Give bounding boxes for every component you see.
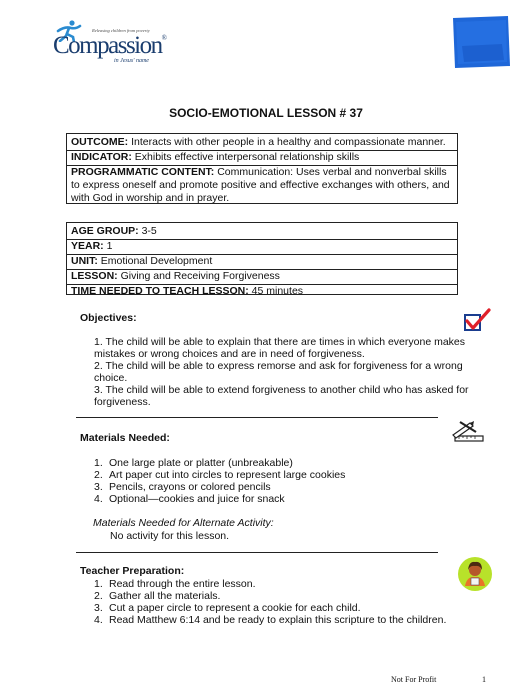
objective-item: 1. The child will be able to explain that there are times in which everyone makes mistakes or wrong choices and are in need of forgiveness. <box>94 336 466 360</box>
materials-title: Materials Needed: <box>80 432 170 444</box>
logo-tagline: Releasing children from poverty <box>92 28 150 33</box>
list-item: 1. Read through the entire lesson. <box>94 578 256 590</box>
footer-label: Not For Profit <box>391 675 437 684</box>
list-item: 4. Read Matthew 6:14 and be ready to explain this scripture to the children. <box>94 614 447 626</box>
outcome-row: OUTCOME: Interacts with other people in a healthy and compassionate manner. <box>67 136 457 151</box>
page-number: 1 <box>482 675 486 684</box>
section-divider <box>76 552 438 553</box>
alternate-materials-text: No activity for this lesson. <box>110 530 230 542</box>
list-item: 3. Pencils, crayons or colored pencils <box>94 481 271 493</box>
logo-wordmark: Compassion® <box>53 32 167 59</box>
logo-subtitle: in Jesus' name <box>114 58 149 64</box>
teacher-prep-list <box>94 578 464 626</box>
page-title: SOCIO-EMOTIONAL LESSON # 37 <box>169 106 363 120</box>
checkbox-check-icon <box>463 308 491 332</box>
pencil-ruler-icon <box>450 420 486 444</box>
compassion-logo <box>52 20 167 68</box>
year-row: YEAR: 1 <box>67 240 457 255</box>
list-item: 4. Optional—cookies and juice for snack <box>94 493 285 505</box>
objectives-list <box>94 336 470 408</box>
lesson-info-box <box>66 222 458 295</box>
unit-row: UNIT: Emotional Development <box>67 255 457 270</box>
materials-list <box>94 457 464 505</box>
section-divider <box>76 417 438 418</box>
objective-item: 2. The child will be able to express remorse and ask for forgiveness for a wrong choice. <box>94 360 463 384</box>
objective-item: 3. The child will be able to extend forgiveness to another child who has asked for forgiveness. <box>94 384 469 408</box>
list-item: 2. Gather all the materials. <box>94 590 221 602</box>
content-row: PROGRAMMATIC CONTENT: Communication: Uses verbal and nonverbal skills to express oneself and promote positive and effective exchanges with others, and with God in worship and in prayer. <box>71 166 450 204</box>
objectives-title: Objectives: <box>80 312 137 324</box>
lesson-row: LESSON: Giving and Receiving Forgiveness <box>67 270 457 285</box>
time-row: TIME NEEDED TO TEACH LESSON: 45 minutes <box>71 285 304 297</box>
teacher-prep-title: Teacher Preparation: <box>80 565 185 577</box>
list-item: 2. Art paper cut into circles to represent large cookies <box>94 469 346 481</box>
list-item: 1. One large plate or platter (unbreakable) <box>94 457 293 469</box>
indicator-row: INDICATOR: Exhibits effective interpersonal relationship skills <box>67 151 457 166</box>
outcome-box <box>66 133 458 204</box>
age-group-row: AGE GROUP: 3-5 <box>67 225 457 240</box>
alternate-materials-title: Materials Needed for Alternate Activity: <box>93 517 274 529</box>
blue-brush-square <box>452 16 510 68</box>
list-item: 3. Cut a paper circle to represent a cookie for each child. <box>94 602 361 614</box>
